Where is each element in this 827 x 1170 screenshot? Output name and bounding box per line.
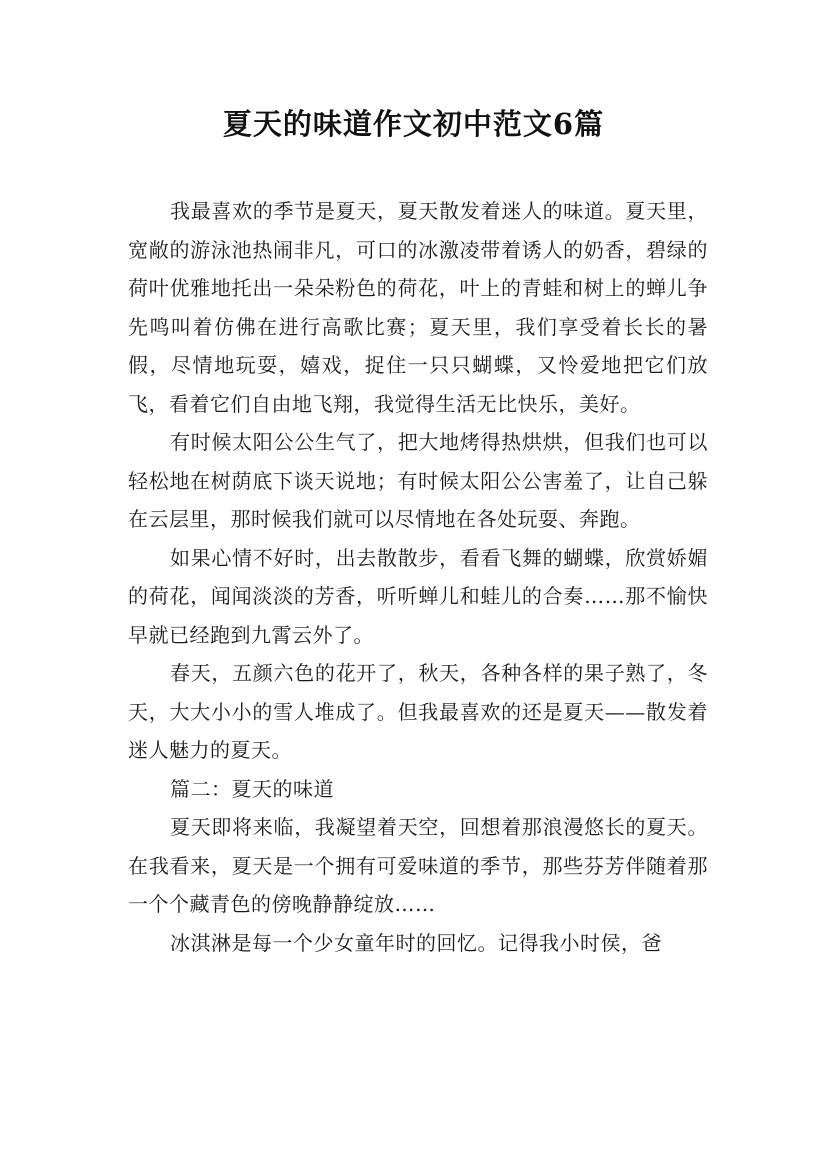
- paragraph: 春天，五颜六色的花开了，秋天，各种各样的果子熟了，冬天，大大小小的雪人堆成了。但我最喜欢的还是夏天——散发着迷人魅力的夏天。: [128, 661, 708, 762]
- paragraph: 夏天即将来临，我凝望着天空，回想着那浪漫悠长的夏天。在我看来，夏天是一个拥有可爱味道的季节，那些芬芳伴随着那一个个藏青色的傍晚静静绽放……: [128, 815, 708, 916]
- paragraph: 有时候太阳公公生气了，把大地烤得热烘烘，但我们也可以轻松地在树荫底下谈天说地；有时候太阳公公害羞了，让自己躲在云层里，那时候我们就可以尽情地在各处玩耍、奔跑。: [128, 430, 708, 531]
- paragraph: 冰淇淋是每一个少女童年时的回忆。记得我小时侯，爸: [170, 930, 662, 955]
- paragraph: 我最喜欢的季节是夏天，夏天散发着迷人的味道。夏天里，宽敞的游泳池热闹非凡，可口的冰激凌带着诱人的奶香，碧绿的荷叶优雅地托出一朵朵粉色的荷花，叶上的青蛙和树上的蝉儿争先鸣叫着仿佛在进行高歌比赛；夏天里，我们享受着长长的暑假，尽情地玩耍，嬉戏，捉住一只只蝴蝶，又怜爱地把它们放飞，看着它们自由地飞翔，我觉得生活无比快乐，美好。: [128, 199, 708, 416]
- paragraph: 如果心情不好时，出去散散步，看看飞舞的蝴蝶，欣赏娇媚的荷花，闻闻淡淡的芳香，听听蝉儿和蛙儿的合奏……那不愉快早就已经跑到九霄云外了。: [128, 545, 708, 647]
- section-heading: 篇二：夏天的味道: [170, 776, 334, 801]
- document-body: [128, 192, 708, 962]
- document-title: 夏天的味道作文初中范文6篇: [222, 107, 605, 141]
